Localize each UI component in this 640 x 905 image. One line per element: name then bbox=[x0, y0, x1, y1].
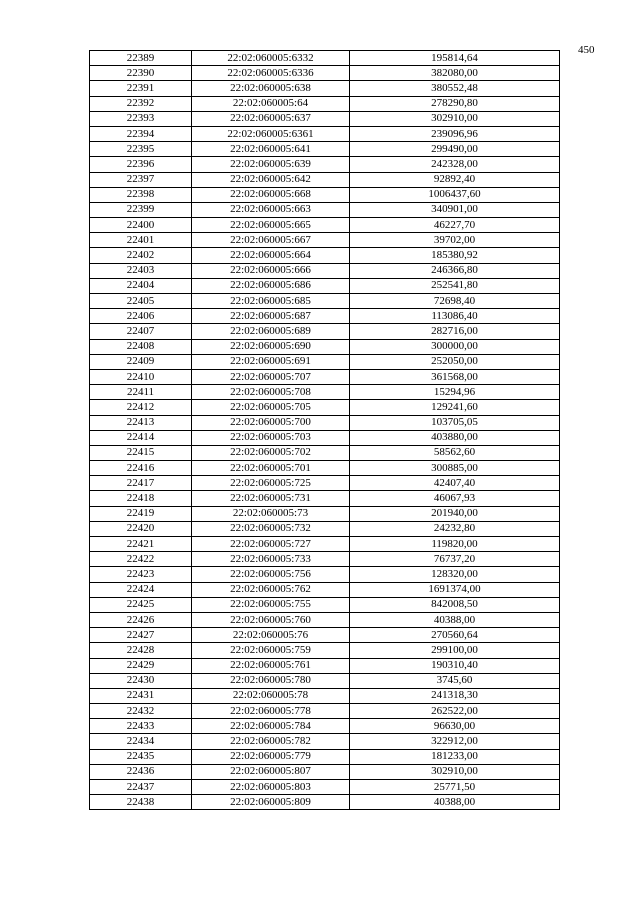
amount-cell: 58562,60 bbox=[350, 445, 560, 460]
cadastral-number-cell: 22:02:060005:725 bbox=[192, 476, 350, 491]
row-number-cell: 22418 bbox=[90, 491, 192, 506]
table-row bbox=[90, 51, 560, 66]
amount-cell: 241318,30 bbox=[350, 688, 560, 703]
cadastral-number-cell: 22:02:060005:639 bbox=[192, 157, 350, 172]
cadastral-number-cell: 22:02:060005:686 bbox=[192, 278, 350, 293]
cadastral-number-cell: 22:02:060005:756 bbox=[192, 567, 350, 582]
amount-cell: 1006437,60 bbox=[350, 187, 560, 202]
cadastral-number-cell: 22:02:060005:733 bbox=[192, 552, 350, 567]
row-number-cell: 22405 bbox=[90, 294, 192, 309]
amount-cell: 300000,00 bbox=[350, 339, 560, 354]
row-number-cell: 22417 bbox=[90, 476, 192, 491]
row-number-cell: 22395 bbox=[90, 142, 192, 157]
table-row bbox=[90, 324, 560, 339]
row-number-cell: 22407 bbox=[90, 324, 192, 339]
amount-cell: 361568,00 bbox=[350, 369, 560, 384]
cadastral-number-cell: 22:02:060005:691 bbox=[192, 354, 350, 369]
amount-cell: 103705,05 bbox=[350, 415, 560, 430]
row-number-cell: 22421 bbox=[90, 537, 192, 552]
row-number-cell: 22414 bbox=[90, 430, 192, 445]
cadastral-number-cell: 22:02:060005:690 bbox=[192, 339, 350, 354]
table-row bbox=[90, 461, 560, 476]
cadastral-number-cell: 22:02:060005:667 bbox=[192, 233, 350, 248]
row-number-cell: 22406 bbox=[90, 309, 192, 324]
table-body bbox=[90, 51, 560, 810]
cadastral-number-cell: 22:02:060005:708 bbox=[192, 385, 350, 400]
row-number-cell: 22416 bbox=[90, 461, 192, 476]
table-row bbox=[90, 734, 560, 749]
table-row bbox=[90, 339, 560, 354]
row-number-cell: 22390 bbox=[90, 66, 192, 81]
row-number-cell: 22404 bbox=[90, 278, 192, 293]
row-number-cell: 22408 bbox=[90, 339, 192, 354]
row-number-cell: 22433 bbox=[90, 719, 192, 734]
amount-cell: 42407,40 bbox=[350, 476, 560, 491]
table-row bbox=[90, 157, 560, 172]
cadastral-number-cell: 22:02:060005:762 bbox=[192, 582, 350, 597]
cadastral-number-cell: 22:02:060005:701 bbox=[192, 461, 350, 476]
cadastral-number-cell: 22:02:060005:638 bbox=[192, 81, 350, 96]
amount-cell: 252050,00 bbox=[350, 354, 560, 369]
cadastral-number-cell: 22:02:060005:779 bbox=[192, 749, 350, 764]
cadastral-number-cell: 22:02:060005:76 bbox=[192, 628, 350, 643]
amount-cell: 96630,00 bbox=[350, 719, 560, 734]
amount-cell: 72698,40 bbox=[350, 294, 560, 309]
table-row bbox=[90, 187, 560, 202]
table-row bbox=[90, 400, 560, 415]
table-row bbox=[90, 233, 560, 248]
amount-cell: 3745,60 bbox=[350, 673, 560, 688]
row-number-cell: 22427 bbox=[90, 628, 192, 643]
table-row bbox=[90, 612, 560, 627]
row-number-cell: 22422 bbox=[90, 552, 192, 567]
row-number-cell: 22397 bbox=[90, 172, 192, 187]
table-row bbox=[90, 248, 560, 263]
table-row bbox=[90, 354, 560, 369]
row-number-cell: 22426 bbox=[90, 612, 192, 627]
amount-cell: 181233,00 bbox=[350, 749, 560, 764]
cadastral-number-cell: 22:02:060005:666 bbox=[192, 263, 350, 278]
amount-cell: 403880,00 bbox=[350, 430, 560, 445]
table-row bbox=[90, 521, 560, 536]
amount-cell: 299100,00 bbox=[350, 643, 560, 658]
table-row bbox=[90, 278, 560, 293]
cadastral-number-cell: 22:02:060005:687 bbox=[192, 309, 350, 324]
row-number-cell: 22410 bbox=[90, 369, 192, 384]
table-row bbox=[90, 126, 560, 141]
row-number-cell: 22436 bbox=[90, 764, 192, 779]
row-number-cell: 22391 bbox=[90, 81, 192, 96]
row-number-cell: 22398 bbox=[90, 187, 192, 202]
row-number-cell: 22394 bbox=[90, 126, 192, 141]
amount-cell: 239096,96 bbox=[350, 126, 560, 141]
amount-cell: 300885,00 bbox=[350, 461, 560, 476]
amount-cell: 113086,40 bbox=[350, 309, 560, 324]
table-row bbox=[90, 704, 560, 719]
amount-cell: 201940,00 bbox=[350, 506, 560, 521]
amount-cell: 1691374,00 bbox=[350, 582, 560, 597]
table-row bbox=[90, 445, 560, 460]
table-row bbox=[90, 263, 560, 278]
cadastral-number-cell: 22:02:060005:78 bbox=[192, 688, 350, 703]
table-row bbox=[90, 202, 560, 217]
amount-cell: 262522,00 bbox=[350, 704, 560, 719]
amount-cell: 252541,80 bbox=[350, 278, 560, 293]
table-row bbox=[90, 66, 560, 81]
row-number-cell: 22400 bbox=[90, 218, 192, 233]
table-row bbox=[90, 658, 560, 673]
amount-cell: 302910,00 bbox=[350, 764, 560, 779]
row-number-cell: 22435 bbox=[90, 749, 192, 764]
table-row bbox=[90, 597, 560, 612]
cadastral-number-cell: 22:02:060005:6361 bbox=[192, 126, 350, 141]
cadastral-number-cell: 22:02:060005:703 bbox=[192, 430, 350, 445]
cadastral-number-cell: 22:02:060005:727 bbox=[192, 537, 350, 552]
cadastral-number-cell: 22:02:060005:755 bbox=[192, 597, 350, 612]
amount-cell: 40388,00 bbox=[350, 795, 560, 810]
cadastral-number-cell: 22:02:060005:665 bbox=[192, 218, 350, 233]
amount-cell: 46067,93 bbox=[350, 491, 560, 506]
cadastral-number-cell: 22:02:060005:778 bbox=[192, 704, 350, 719]
table-row bbox=[90, 81, 560, 96]
table-row bbox=[90, 628, 560, 643]
cadastral-number-cell: 22:02:060005:707 bbox=[192, 369, 350, 384]
cadastral-number-cell: 22:02:060005:759 bbox=[192, 643, 350, 658]
amount-cell: 92892,40 bbox=[350, 172, 560, 187]
cadastral-number-cell: 22:02:060005:803 bbox=[192, 780, 350, 795]
row-number-cell: 22432 bbox=[90, 704, 192, 719]
amount-cell: 340901,00 bbox=[350, 202, 560, 217]
cadastral-number-cell: 22:02:060005:732 bbox=[192, 521, 350, 536]
row-number-cell: 22413 bbox=[90, 415, 192, 430]
table-row bbox=[90, 385, 560, 400]
row-number-cell: 22431 bbox=[90, 688, 192, 703]
cadastral-number-cell: 22:02:060005:689 bbox=[192, 324, 350, 339]
table-row bbox=[90, 764, 560, 779]
amount-cell: 302910,00 bbox=[350, 111, 560, 126]
amount-cell: 190310,40 bbox=[350, 658, 560, 673]
table-row bbox=[90, 688, 560, 703]
amount-cell: 195814,64 bbox=[350, 51, 560, 66]
amount-cell: 380552,48 bbox=[350, 81, 560, 96]
cadastral-number-cell: 22:02:060005:700 bbox=[192, 415, 350, 430]
cadastral-number-cell: 22:02:060005:760 bbox=[192, 612, 350, 627]
amount-cell: 185380,92 bbox=[350, 248, 560, 263]
row-number-cell: 22424 bbox=[90, 582, 192, 597]
row-number-cell: 22429 bbox=[90, 658, 192, 673]
table-row bbox=[90, 96, 560, 111]
cadastral-number-cell: 22:02:060005:663 bbox=[192, 202, 350, 217]
cadastral-number-cell: 22:02:060005:641 bbox=[192, 142, 350, 157]
cadastral-number-cell: 22:02:060005:784 bbox=[192, 719, 350, 734]
table-row bbox=[90, 415, 560, 430]
table-row bbox=[90, 780, 560, 795]
table-row bbox=[90, 537, 560, 552]
cadastral-number-cell: 22:02:060005:761 bbox=[192, 658, 350, 673]
table-row bbox=[90, 142, 560, 157]
table-row bbox=[90, 172, 560, 187]
table-row bbox=[90, 719, 560, 734]
cadastral-number-cell: 22:02:060005:6332 bbox=[192, 51, 350, 66]
amount-cell: 242328,00 bbox=[350, 157, 560, 172]
table-row bbox=[90, 552, 560, 567]
cadastral-number-cell: 22:02:060005:668 bbox=[192, 187, 350, 202]
cadastral-number-cell: 22:02:060005:637 bbox=[192, 111, 350, 126]
cadastral-number-cell: 22:02:060005:782 bbox=[192, 734, 350, 749]
row-number-cell: 22430 bbox=[90, 673, 192, 688]
amount-cell: 278290,80 bbox=[350, 96, 560, 111]
table-row bbox=[90, 506, 560, 521]
amount-cell: 15294,96 bbox=[350, 385, 560, 400]
table-row bbox=[90, 369, 560, 384]
amount-cell: 282716,00 bbox=[350, 324, 560, 339]
row-number-cell: 22423 bbox=[90, 567, 192, 582]
cadastral-number-cell: 22:02:060005:664 bbox=[192, 248, 350, 263]
amount-cell: 129241,60 bbox=[350, 400, 560, 415]
cadastral-number-cell: 22:02:060005:705 bbox=[192, 400, 350, 415]
row-number-cell: 22411 bbox=[90, 385, 192, 400]
table-row bbox=[90, 218, 560, 233]
table-row bbox=[90, 294, 560, 309]
amount-cell: 299490,00 bbox=[350, 142, 560, 157]
amount-cell: 39702,00 bbox=[350, 233, 560, 248]
row-number-cell: 22438 bbox=[90, 795, 192, 810]
row-number-cell: 22425 bbox=[90, 597, 192, 612]
amount-cell: 76737,20 bbox=[350, 552, 560, 567]
amount-cell: 246366,80 bbox=[350, 263, 560, 278]
table-row bbox=[90, 749, 560, 764]
cadastral-number-cell: 22:02:060005:64 bbox=[192, 96, 350, 111]
data-table bbox=[89, 50, 560, 810]
amount-cell: 322912,00 bbox=[350, 734, 560, 749]
table-row bbox=[90, 567, 560, 582]
cadastral-number-cell: 22:02:060005:780 bbox=[192, 673, 350, 688]
amount-cell: 24232,80 bbox=[350, 521, 560, 536]
row-number-cell: 22401 bbox=[90, 233, 192, 248]
row-number-cell: 22428 bbox=[90, 643, 192, 658]
cadastral-number-cell: 22:02:060005:685 bbox=[192, 294, 350, 309]
cadastral-number-cell: 22:02:060005:642 bbox=[192, 172, 350, 187]
row-number-cell: 22403 bbox=[90, 263, 192, 278]
cadastral-number-cell: 22:02:060005:807 bbox=[192, 764, 350, 779]
row-number-cell: 22396 bbox=[90, 157, 192, 172]
amount-cell: 842008,50 bbox=[350, 597, 560, 612]
table-row bbox=[90, 673, 560, 688]
cadastral-number-cell: 22:02:060005:731 bbox=[192, 491, 350, 506]
amount-cell: 128320,00 bbox=[350, 567, 560, 582]
row-number-cell: 22389 bbox=[90, 51, 192, 66]
amount-cell: 119820,00 bbox=[350, 537, 560, 552]
row-number-cell: 22393 bbox=[90, 111, 192, 126]
amount-cell: 40388,00 bbox=[350, 612, 560, 627]
page-number: 450 bbox=[578, 44, 595, 56]
amount-cell: 25771,50 bbox=[350, 780, 560, 795]
row-number-cell: 22415 bbox=[90, 445, 192, 460]
row-number-cell: 22434 bbox=[90, 734, 192, 749]
row-number-cell: 22409 bbox=[90, 354, 192, 369]
row-number-cell: 22412 bbox=[90, 400, 192, 415]
amount-cell: 270560,64 bbox=[350, 628, 560, 643]
cadastral-number-cell: 22:02:060005:809 bbox=[192, 795, 350, 810]
amount-cell: 46227,70 bbox=[350, 218, 560, 233]
table-row bbox=[90, 582, 560, 597]
row-number-cell: 22419 bbox=[90, 506, 192, 521]
row-number-cell: 22420 bbox=[90, 521, 192, 536]
table-row bbox=[90, 795, 560, 810]
cadastral-number-cell: 22:02:060005:6336 bbox=[192, 66, 350, 81]
table-row bbox=[90, 643, 560, 658]
amount-cell: 382080,00 bbox=[350, 66, 560, 81]
table-row bbox=[90, 111, 560, 126]
row-number-cell: 22399 bbox=[90, 202, 192, 217]
table-row bbox=[90, 476, 560, 491]
row-number-cell: 22402 bbox=[90, 248, 192, 263]
table-row bbox=[90, 491, 560, 506]
row-number-cell: 22437 bbox=[90, 780, 192, 795]
cadastral-number-cell: 22:02:060005:702 bbox=[192, 445, 350, 460]
table-row bbox=[90, 430, 560, 445]
table-row bbox=[90, 309, 560, 324]
row-number-cell: 22392 bbox=[90, 96, 192, 111]
cadastral-number-cell: 22:02:060005:73 bbox=[192, 506, 350, 521]
